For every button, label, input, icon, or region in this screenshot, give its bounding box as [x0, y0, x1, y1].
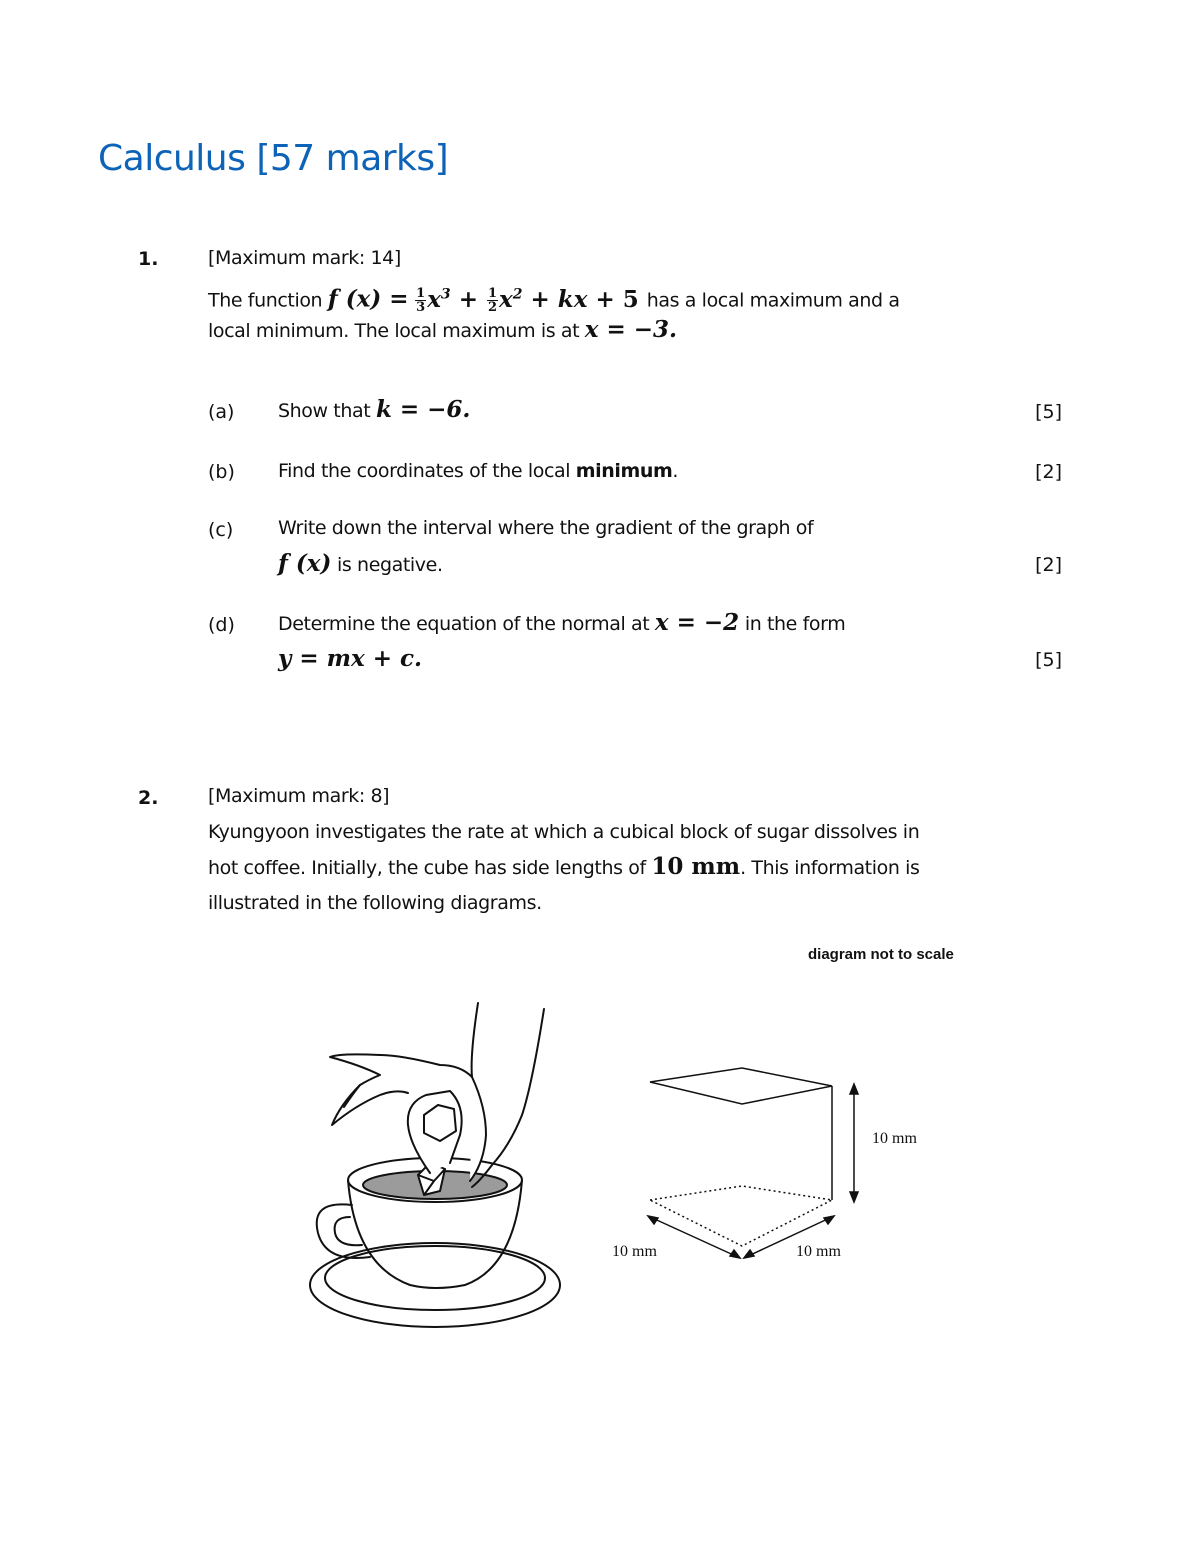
- part-b-bold: minimum: [575, 460, 673, 482]
- part-c-math: f (x): [278, 550, 332, 577]
- question-2-line3: illustrated in the following diagrams.: [208, 892, 542, 914]
- question-2-line2: [208, 849, 920, 886]
- part-a-text-a: Show that: [278, 400, 376, 422]
- q2-line2-b: . This information is: [740, 857, 920, 879]
- part-b-label: (b): [208, 461, 235, 483]
- question-1-max-mark: [Maximum mark: 14]: [208, 247, 401, 269]
- part-a-text: [278, 392, 470, 429]
- finger-crease: [344, 1085, 360, 1107]
- saucer-outer: [310, 1243, 560, 1327]
- part-d-math-b: y = mx + c.: [278, 645, 422, 672]
- part-b-text-b: .: [672, 460, 679, 482]
- part-b-text: [278, 453, 678, 489]
- part-c-text-b: is negative.: [331, 554, 443, 576]
- part-c-mark: [2]: [1035, 554, 1062, 576]
- q2-line2-a: hot coffee. Initially, the cube has side lengths of: [208, 857, 652, 879]
- part-d-math-a: x = −2: [654, 609, 740, 636]
- q2-line2-math: 10 mm: [651, 853, 741, 880]
- part-c-text-line1: Write down the interval where the gradient of the graph of: [278, 517, 814, 539]
- question-1-intro-line2: [208, 312, 677, 349]
- saucer-inner: [325, 1246, 545, 1310]
- intro-line2-math: x = −3.: [584, 316, 678, 343]
- diagram-note: diagram not to scale: [808, 946, 954, 963]
- section-title: Calculus [57 marks]: [98, 138, 449, 179]
- question-2-line1: Kyungyoon investigates the rate at which a cubical block of sugar dissolves in: [208, 821, 920, 843]
- part-d-label: (d): [208, 614, 235, 636]
- part-d-mark: [5]: [1035, 649, 1062, 671]
- left-dim-arrow: [648, 1216, 740, 1258]
- hand-palm: [470, 1077, 486, 1181]
- cube-height-label: 10 mm: [872, 1130, 917, 1147]
- question-2-number: 2.: [138, 787, 159, 809]
- part-d-text-line1: [278, 605, 845, 642]
- intro-line2-text: local minimum. The local maximum is at: [208, 320, 585, 342]
- part-d-text-line2: [278, 641, 422, 678]
- part-b-text-a: Find the coordinates of the local: [278, 460, 576, 482]
- part-a-mark: [5]: [1035, 401, 1062, 423]
- question-1-number: 1.: [138, 248, 159, 270]
- intro-text-a: The function: [208, 289, 328, 312]
- cube-top-face: [650, 1068, 832, 1104]
- part-a-label: (a): [208, 401, 235, 423]
- part-c-label: (c): [208, 519, 234, 541]
- cube-left-label: 10 mm: [612, 1243, 657, 1260]
- function-expression: $\frac{1}{3}$ $x^3$ + $\frac{1}{2}$ $x^2$ + kx + 5: [416, 285, 639, 316]
- coffee-cup-illustration: [300, 995, 570, 1340]
- cube-bottom-face: [650, 1186, 832, 1246]
- question-2-max-mark: [Maximum mark: 8]: [208, 785, 390, 807]
- function-label: f (x) =: [327, 285, 409, 313]
- wrist-line: [472, 1009, 544, 1187]
- intro-text-b: has a local maximum and a: [646, 289, 900, 312]
- part-d-text-a: Determine the equation of the normal at: [278, 613, 655, 635]
- part-c-text-line2: [278, 546, 443, 583]
- part-a-math: k = −6.: [375, 396, 471, 423]
- part-b-mark: [2]: [1035, 461, 1062, 483]
- part-d-text-b: in the form: [739, 613, 846, 635]
- cube-right-label: 10 mm: [796, 1243, 841, 1260]
